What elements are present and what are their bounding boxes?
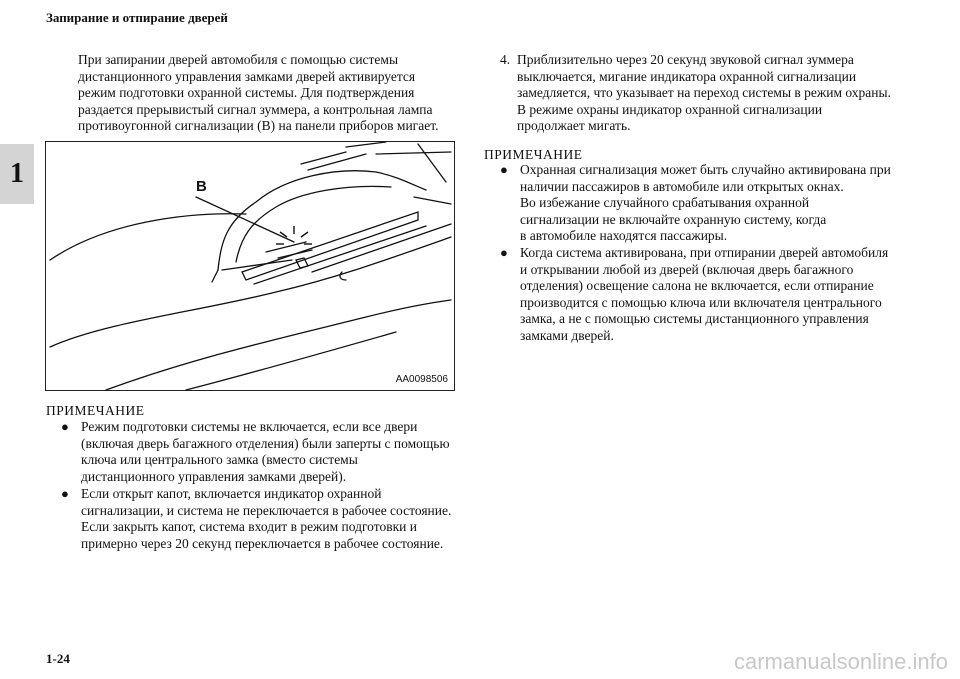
note-right-bullet-text: Когда система активирована, при отпирании дверей автомобиля и открывании любой из дверей (включая дверь багажного отделения) освещение салона не включается, если отпирание производится с помощью ключа или включателя центрального замка, а не с помощью системы дистанционного управления замками дверей. [520,245,889,343]
note-right-bullet [500,162,920,246]
note-heading-left: ПРИМЕЧАНИЕ [46,403,145,418]
chapter-tab: 1 [0,144,34,204]
intro-paragraph [78,52,458,135]
dashboard-drawing [46,142,456,392]
note-left-bullet [61,486,461,556]
note-left-bullet [61,419,461,489]
note-right-bullet [500,245,920,345]
indicator-label: B [196,178,207,195]
dashboard-illustration [45,141,455,391]
note-heading-right: ПРИМЕЧАНИЕ [484,147,583,162]
watermark: carmanualsonline.info [733,649,948,674]
step-text: Приблизительно через 20 секунд звуковой сигнал зуммера выключается, мигание индикатора охранной сигнализации замедляется, что указывает на переход системы в режим охраны. В режиме охраны индикатор охранной сигнализации продолжает мигать. [517,52,891,134]
intro-text: При запирании дверей автомобиля с помощью системы дистанционного управления замками дверей активируется режим подготовки охранной системы. Для подтверждения раздается прерывистый сигнал зуммера, а контрольная лампа противоугонной сигнализации (B) на панели приборов мигает. [78,52,439,134]
bullet-icon: ● [61,419,69,434]
step-number: 4. [500,52,511,67]
page-number: 1-24 [46,651,70,666]
note-right-bullet-text: Охранная сигнализация может быть случайно активирована при наличии пассажиров в автомобиле или открытых окнах. Во избежание случайного срабатывания охранной сигнализации не включайте охранную систему, когда в автомобиле находятся пассажиры. [520,162,891,244]
bullet-icon: ● [61,486,69,501]
figure-code: AA0098506 [395,374,448,385]
note-left-bullet-text: Режим подготовки системы не включается, если все двери (включая дверь багажного отделения) были заперты с помощью ключа или центрального замка (вместо системы дистанционного управления замками дверей). [81,419,450,484]
page-header: Запирание и отпирание дверей [46,10,228,25]
bullet-icon: ● [500,162,508,177]
note-left-bullet-text: Если открыт капот, включается индикатор охранной сигнализации, и система не переключается в рабочее состояние. Если закрыть капот, система входит в режим подготовки и примерно через 20 секунд переключается в рабочее состояние. [81,486,452,551]
bullet-icon: ● [500,245,508,260]
